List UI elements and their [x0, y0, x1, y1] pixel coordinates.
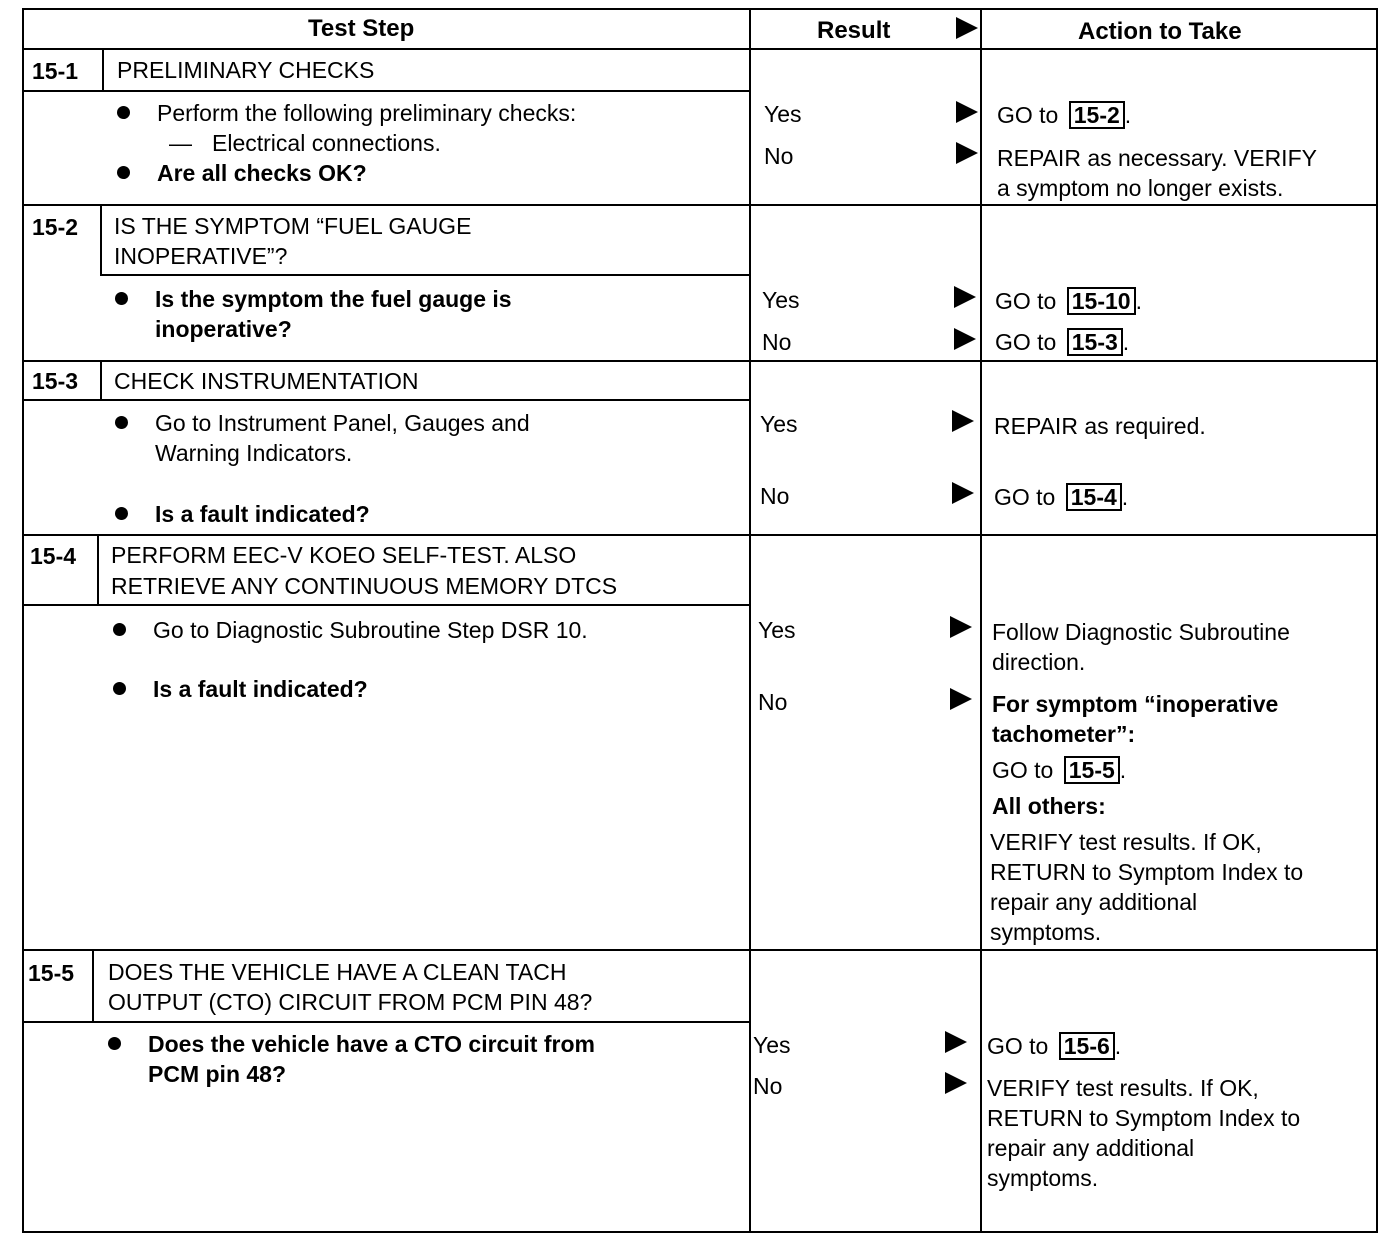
- bullet-icon: [115, 507, 128, 520]
- row-rule: [22, 204, 1378, 206]
- result-no: No: [758, 689, 788, 715]
- action-yes: REPAIR as required.: [994, 413, 1206, 439]
- step-question: Is a fault indicated?: [153, 676, 368, 702]
- step-title: PERFORM EEC-V KOEO SELF-TEST. ALSO: [111, 542, 577, 568]
- arrow-icon: [956, 101, 978, 123]
- step-title: INOPERATIVE”?: [114, 243, 288, 269]
- step-reference-link[interactable]: 15-4: [1066, 483, 1122, 511]
- step-bullet: Perform the following preliminary checks:: [157, 100, 577, 126]
- result-yes: Yes: [764, 101, 802, 127]
- bullet-icon: [108, 1037, 121, 1050]
- step-title: OUTPUT (CTO) CIRCUIT FROM PCM PIN 48?: [108, 989, 593, 1015]
- step-title: CHECK INSTRUMENTATION: [114, 368, 419, 394]
- number-divider: [100, 360, 102, 400]
- step-number: 15-1: [32, 58, 79, 84]
- title-rule: [100, 274, 749, 276]
- arrow-icon: [952, 482, 974, 504]
- title-rule: [22, 90, 749, 92]
- number-divider: [92, 949, 94, 1021]
- divider-result: [749, 8, 751, 1233]
- step-question: PCM pin 48?: [148, 1061, 287, 1087]
- title-rule: [22, 399, 749, 401]
- result-yes: Yes: [758, 617, 796, 643]
- action-no-heading: tachometer”:: [992, 721, 1136, 747]
- number-divider: [100, 204, 102, 274]
- title-rule: [22, 604, 749, 606]
- action-others-heading: All others:: [992, 793, 1106, 819]
- bullet-icon: [117, 166, 130, 179]
- action-text: GO to: [987, 1033, 1049, 1059]
- step-question: inoperative?: [155, 316, 292, 342]
- result-yes: Yes: [760, 411, 798, 437]
- arrow-icon: [954, 328, 976, 350]
- arrow-icon: [945, 1031, 967, 1053]
- step-question: Are all checks OK?: [157, 160, 367, 186]
- row-rule: [22, 534, 1378, 536]
- action-no-line: repair any additional: [987, 1135, 1195, 1161]
- arrow-icon: [945, 1072, 967, 1094]
- row-rule: [22, 949, 1378, 951]
- number-divider: [97, 534, 99, 604]
- step-reference-link[interactable]: 15-10: [1067, 287, 1136, 315]
- arrow-icon: [956, 142, 978, 164]
- header-arrow-icon: [956, 17, 978, 39]
- action-no-line: VERIFY test results. If OK,: [987, 1075, 1259, 1101]
- header-action: Action to Take: [1078, 18, 1242, 45]
- step-title: RETRIEVE ANY CONTINUOUS MEMORY DTCS: [111, 573, 618, 599]
- arrow-icon: [950, 616, 972, 638]
- step-sub-item: Electrical connections.: [212, 130, 441, 156]
- period: .: [1124, 102, 1132, 128]
- action-no-line: a symptom no longer exists.: [997, 175, 1284, 201]
- header-result: Result: [817, 17, 891, 44]
- action-no: [994, 482, 1128, 512]
- action-text: GO to: [992, 757, 1054, 783]
- arrow-icon: [954, 286, 976, 308]
- arrow-icon: [950, 688, 972, 710]
- result-no: No: [753, 1073, 783, 1099]
- result-no: No: [760, 483, 790, 509]
- action-text: GO to: [995, 329, 1057, 355]
- action-no-line: symptoms.: [987, 1165, 1099, 1191]
- step-reference-link[interactable]: 15-2: [1069, 101, 1125, 129]
- dash-glyph: —: [169, 130, 192, 156]
- result-no: No: [764, 143, 794, 169]
- action-text: GO to: [995, 288, 1057, 314]
- action-yes-line: direction.: [992, 649, 1086, 675]
- period: .: [1119, 757, 1127, 783]
- bullet-icon: [117, 106, 130, 119]
- action-no-line: RETURN to Symptom Index to: [987, 1105, 1301, 1131]
- step-number: 15-4: [30, 543, 77, 569]
- title-rule: [22, 1021, 749, 1023]
- step-reference-link[interactable]: 15-3: [1067, 328, 1123, 356]
- bullet-icon: [113, 623, 126, 636]
- action-text: GO to: [994, 484, 1056, 510]
- step-bullet: Warning Indicators.: [155, 440, 353, 466]
- period: .: [1121, 484, 1129, 510]
- action-no: [995, 327, 1129, 357]
- bullet-icon: [115, 416, 128, 429]
- action-no-line: REPAIR as necessary. VERIFY: [997, 145, 1317, 171]
- step-question: Does the vehicle have a CTO circuit from: [148, 1031, 595, 1057]
- number-divider: [102, 48, 104, 90]
- step-title: DOES THE VEHICLE HAVE A CLEAN TACH: [108, 959, 567, 985]
- step-question: Is a fault indicated?: [155, 501, 370, 527]
- step-number: 15-5: [28, 960, 75, 986]
- arrow-icon: [952, 410, 974, 432]
- action-no-goto: [992, 755, 1126, 785]
- step-reference-link[interactable]: 15-6: [1059, 1032, 1115, 1060]
- step-bullet: Go to Diagnostic Subroutine Step DSR 10.: [153, 617, 588, 643]
- bullet-icon: [113, 682, 126, 695]
- divider-action: [980, 8, 982, 1233]
- header-rule: [22, 48, 1378, 50]
- action-others-line: repair any additional: [990, 889, 1198, 915]
- action-others-line: RETURN to Symptom Index to: [990, 859, 1304, 885]
- action-yes-line: Follow Diagnostic Subroutine: [992, 619, 1290, 645]
- step-title: PRELIMINARY CHECKS: [117, 57, 375, 83]
- action-yes: [997, 100, 1131, 130]
- row-rule: [22, 360, 1378, 362]
- period: .: [1135, 288, 1142, 314]
- step-number: 15-2: [32, 214, 79, 240]
- action-others-line: symptoms.: [990, 919, 1102, 945]
- period: .: [1122, 329, 1130, 355]
- step-title: IS THE SYMPTOM “FUEL GAUGE: [114, 213, 472, 239]
- action-yes: [995, 286, 1142, 316]
- step-question: Is the symptom the fuel gauge is: [155, 286, 512, 312]
- action-text: GO to: [997, 102, 1059, 128]
- diagnostic-table: [22, 8, 1378, 1233]
- result-yes: Yes: [762, 287, 800, 313]
- bullet-icon: [115, 292, 128, 305]
- step-bullet: Go to Instrument Panel, Gauges and: [155, 410, 530, 436]
- action-no-heading: For symptom “inoperative: [992, 691, 1279, 717]
- step-reference-link[interactable]: 15-5: [1064, 756, 1120, 784]
- result-no: No: [762, 329, 792, 355]
- action-others-line: VERIFY test results. If OK,: [990, 829, 1262, 855]
- action-yes: [987, 1031, 1121, 1061]
- header-test-step: Test Step: [308, 15, 415, 42]
- step-number: 15-3: [32, 368, 79, 394]
- period: .: [1114, 1033, 1122, 1059]
- result-yes: Yes: [753, 1032, 791, 1058]
